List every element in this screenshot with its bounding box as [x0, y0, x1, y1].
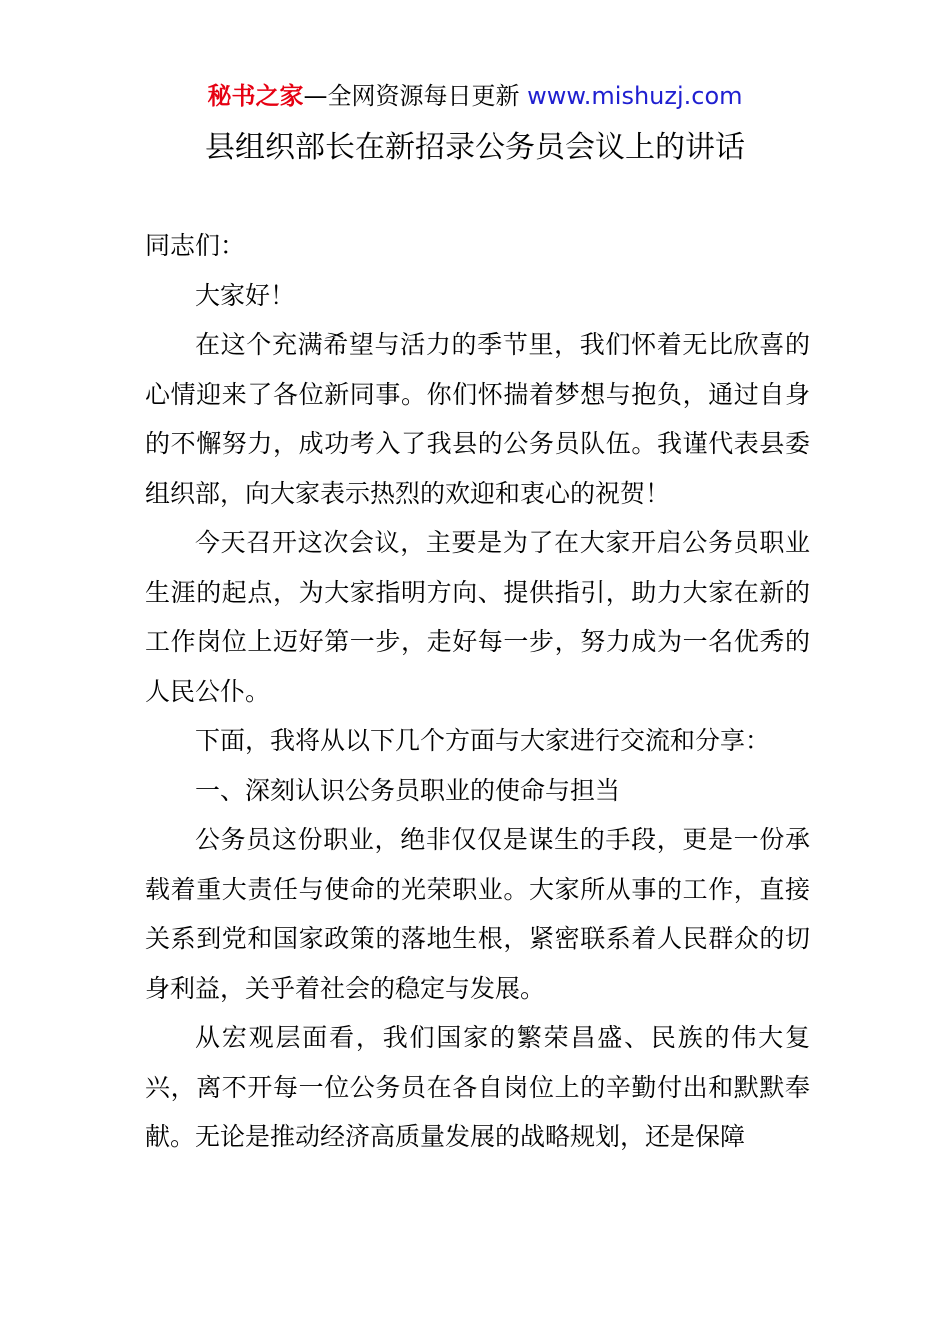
paragraph: 在这个充满希望与活力的季节里，我们怀着无比欣喜的心情迎来了各位新同事。你们怀揣着梦想与抱负，通过自身的不懈努力，成功考入了我县的公务员队伍。我谨代表县委组织部，向大家表示热烈的欢迎和衷心的祝贺！	[145, 330, 810, 508]
section-heading: 一、深刻认识公务员职业的使命与担当	[195, 775, 621, 805]
paragraph: 公务员这份职业，绝非仅仅是谋生的手段，更是一份承载着重大责任与使命的光荣职业。大家所从事的工作，直接关系到党和国家政策的落地生根，紧密联系着人民群众的切身利益，关乎着社会的稳定与发展。	[145, 825, 810, 1003]
site-tagline: —全网资源每日更新	[303, 82, 528, 110]
salutation: 同志们：	[145, 231, 246, 260]
site-url-link[interactable]: www.mishuzj.com	[527, 82, 743, 110]
site-header	[0, 80, 950, 112]
document-title: 县组织部长在新招录公务员会议上的讲话	[205, 130, 745, 165]
document-body	[145, 221, 810, 1162]
site-brand: 秘书之家	[207, 82, 304, 110]
paragraph: 下面，我将从以下几个方面与大家进行交流和分享：	[195, 726, 771, 755]
paragraph: 今天召开这次会议，主要是为了在大家开启公务员职业生涯的起点，为大家指明方向、提供指引，助力大家在新的工作岗位上迈好第一步，走好每一步，努力成为一名优秀的人民公仆。	[145, 528, 810, 706]
paragraph: 从宏观层面看，我们国家的繁荣昌盛、民族的伟大复兴，离不开每一位公务员在各自岗位上的辛勤付出和默默奉献。无论是推动经济高质量发展的战略规划，还是保障	[145, 1023, 810, 1151]
paragraph: 大家好！	[195, 280, 296, 310]
